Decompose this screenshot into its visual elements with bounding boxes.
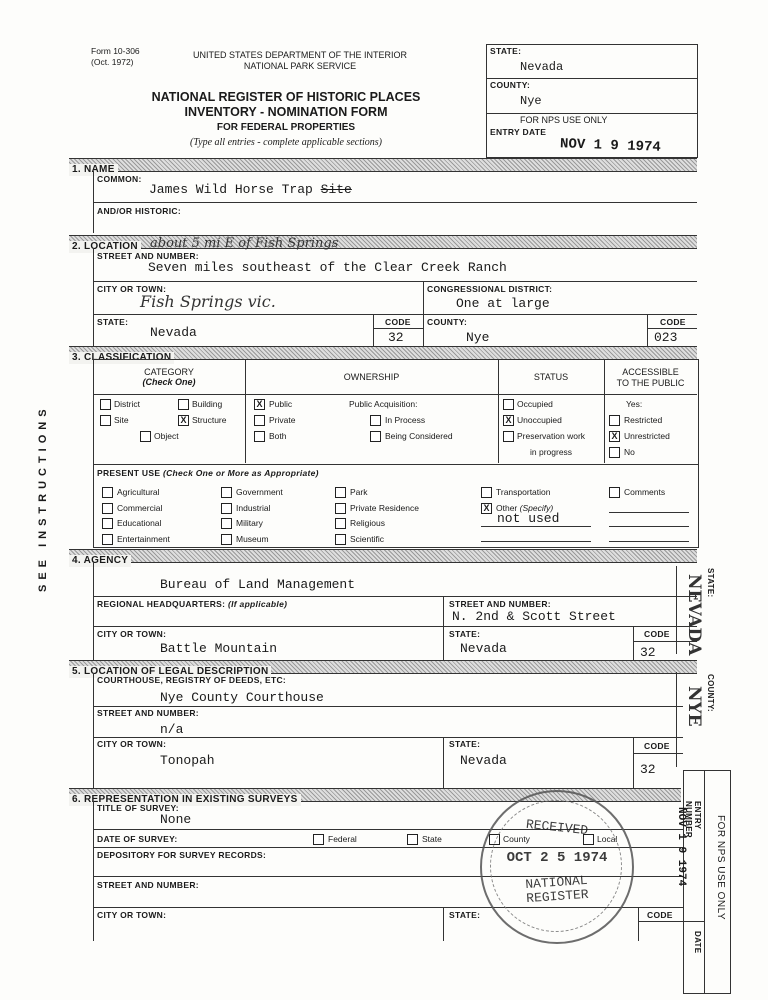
- survey-code-label: CODE: [647, 910, 673, 920]
- county-code-label: CODE: [660, 317, 686, 327]
- checkbox-comments[interactable]: [609, 487, 620, 498]
- label-district: District: [114, 399, 140, 409]
- stamp-register: NATIONAL REGISTER: [524, 872, 590, 907]
- checkbox-transportation[interactable]: [481, 487, 492, 498]
- form-number: Form 10-306 (Oct. 1972): [91, 46, 140, 67]
- section-surveys-header: 6. REPRESENTATION IN EXISTING SURVEYS: [69, 788, 681, 802]
- checkbox-commercial[interactable]: [102, 503, 113, 514]
- label-private: Private: [269, 415, 296, 425]
- courthouse-value: Nye County Courthouse: [160, 690, 324, 705]
- street-value: Seven miles southeast of the Clear Creek Ranch: [148, 260, 507, 275]
- checkbox-military[interactable]: [221, 518, 232, 529]
- location-handwritten: about 5 mi E of Fish Springs: [150, 236, 339, 251]
- stamp-date: OCT 2 5 1974: [506, 850, 608, 866]
- agency-city-label: CITY OR TOWN:: [97, 629, 167, 639]
- label-in-process: In Process: [385, 415, 426, 425]
- checkbox-building[interactable]: [178, 399, 189, 410]
- label-museum: Museum: [236, 534, 269, 544]
- right-state-value: NEVADA: [684, 574, 704, 656]
- agency-header: UNITED STATES DEPARTMENT OF THE INTERIOR NATIONAL PARK SERVICE: [192, 50, 408, 71]
- county-value: Nye: [466, 330, 490, 345]
- side-state-value: Nevada: [520, 60, 564, 74]
- congress-label: CONGRESSIONAL DISTRICT:: [427, 284, 553, 294]
- ownership-header: OWNERSHIP: [343, 372, 400, 382]
- label-private-residence: Private Residence: [350, 503, 419, 513]
- legal-code-label: CODE: [644, 741, 670, 751]
- checkbox-unoccupied[interactable]: X: [503, 415, 514, 426]
- label-structure: Structure: [192, 415, 227, 425]
- checkbox-site[interactable]: [100, 415, 111, 426]
- label-building: Building: [192, 399, 223, 409]
- checkbox-educational[interactable]: [102, 518, 113, 529]
- agency-street: N. 2nd & Scott Street: [452, 609, 616, 624]
- label-educational: Educational: [117, 518, 162, 528]
- side-county-label: COUNTY:: [490, 80, 531, 90]
- label-transportation: Transportation: [496, 487, 551, 497]
- checkbox-entertainment[interactable]: [102, 534, 113, 545]
- entry-date-stamp: NOV 1 9 1974: [559, 136, 662, 156]
- form-title: NATIONAL REGISTER OF HISTORIC PLACES INVENTORY - NOMINATION FORM FOR FEDERAL PROPERTIES (Type all entries - complete applicable sections): [151, 90, 421, 148]
- label-being-considered: Being Considered: [385, 431, 453, 441]
- right-entry-value: NOV 1 9 1974: [675, 807, 687, 887]
- label-site: Site: [114, 415, 129, 425]
- checkbox-private-residence[interactable]: [335, 503, 346, 514]
- legal-street-value: n/a: [160, 722, 184, 737]
- present-use-label: PRESENT USE (Check One or More as Appropriate): [97, 468, 319, 478]
- county-label: COUNTY:: [427, 317, 468, 327]
- label-agricultural: Agricultural: [117, 487, 160, 497]
- label-occupied: Occupied: [517, 399, 553, 409]
- received-stamp: [480, 790, 634, 944]
- checkbox-object[interactable]: [140, 431, 151, 442]
- access-header: ACCESSIBLE TO THE PUBLIC: [616, 367, 685, 388]
- city-label: CITY OR TOWN:: [97, 284, 167, 294]
- stamp-received: RECEIVED: [525, 816, 589, 839]
- label-restricted: Restricted: [624, 415, 663, 425]
- checkbox-scientific[interactable]: [335, 534, 346, 545]
- right-county-box: COUNTY: NYE: [676, 672, 717, 767]
- checkbox-private[interactable]: [254, 415, 265, 426]
- label-commercial: Commercial: [117, 503, 163, 513]
- state-label: STATE:: [97, 317, 129, 327]
- label-unrestricted: Unrestricted: [624, 431, 670, 441]
- label-object: Object: [154, 431, 179, 441]
- label-unoccupied: Unoccupied: [517, 415, 562, 425]
- label-entertainment: Entertainment: [117, 534, 170, 544]
- state-code-label: CODE: [385, 317, 411, 327]
- common-name: James Wild Horse Trap Site: [149, 182, 352, 197]
- legal-code-value: 32: [640, 762, 656, 777]
- legal-city-label: CITY OR TOWN:: [97, 739, 167, 749]
- checkbox-being-considered[interactable]: [370, 431, 381, 442]
- checkbox-religious[interactable]: [335, 518, 346, 529]
- checkbox-restricted[interactable]: [609, 415, 620, 426]
- state-code-value: 32: [388, 330, 404, 345]
- legal-state-label: STATE:: [449, 739, 481, 749]
- checkbox-public[interactable]: X: [254, 399, 265, 410]
- label-park: Park: [350, 487, 368, 497]
- nps-use-only: FOR NPS USE ONLY: [520, 115, 608, 125]
- depository-label: DEPOSITORY FOR SURVEY RECORDS:: [97, 850, 267, 860]
- agency-street-label: STREET AND NUMBER:: [449, 599, 551, 609]
- checkbox-unrestricted[interactable]: X: [609, 431, 620, 442]
- label-federal: Federal: [328, 834, 357, 844]
- section-location-header: 2. LOCATION: [69, 235, 697, 249]
- checkbox-structure[interactable]: X: [178, 415, 189, 426]
- section-classification-header: 3. CLASSIFICATION: [69, 346, 697, 360]
- city-handwritten: Fish Springs vic.: [140, 292, 276, 311]
- right-nps-box: ENTRY NUMBER NOV 1 9 1974 DATE FOR NPS USE ONLY: [683, 770, 731, 994]
- checkbox-agricultural[interactable]: [102, 487, 113, 498]
- acquisition-label: Public Acquisition:: [349, 399, 418, 409]
- section-name-header: 1. NAME: [69, 158, 697, 172]
- survey-date-label: DATE OF SURVEY:: [97, 834, 178, 844]
- label-preservation: Preservation work: [517, 431, 586, 441]
- common-label: COMMON:: [97, 174, 142, 184]
- checkbox-state[interactable]: [407, 834, 418, 845]
- other-value: not used: [497, 511, 560, 526]
- label-other: Other (Specify): [496, 503, 554, 513]
- checkbox-no[interactable]: [609, 447, 620, 458]
- rhq-label: REGIONAL HEADQUARTERS: (If applicable): [97, 599, 288, 609]
- right-county-value: NYE: [684, 686, 704, 727]
- status-header: STATUS: [533, 372, 569, 382]
- checkbox-preservation[interactable]: [503, 431, 514, 442]
- agency-code: 32: [640, 645, 656, 660]
- entry-date-label: ENTRY DATE: [490, 127, 547, 137]
- right-state-box: STATE: NEVADA: [676, 566, 717, 654]
- checkbox-industrial[interactable]: [221, 503, 232, 514]
- see-instructions: SEE INSTRUCTIONS: [37, 404, 49, 592]
- label-religious: Religious: [350, 518, 385, 528]
- agency-state: Nevada: [460, 641, 507, 656]
- label-both: Both: [269, 431, 287, 441]
- legal-state-value: Nevada: [460, 753, 507, 768]
- legal-street-label: STREET AND NUMBER:: [97, 708, 199, 718]
- label-yes: Yes:: [626, 399, 643, 409]
- category-header: CATEGORY (Check One): [142, 367, 196, 387]
- label-industrial: Industrial: [236, 503, 271, 513]
- label-county: County: [503, 834, 530, 844]
- checkbox-in-process[interactable]: [370, 415, 381, 426]
- label-no: No: [624, 447, 635, 457]
- survey-street-label: STREET AND NUMBER:: [97, 880, 199, 890]
- county-code-value: 023: [654, 330, 678, 345]
- survey-title-value: None: [160, 812, 192, 827]
- section-legal-description-header: 5. LOCATION OF LEGAL DESCRIPTION: [69, 660, 697, 674]
- street-label: STREET AND NUMBER:: [97, 251, 199, 261]
- agency-code-label: CODE: [644, 629, 670, 639]
- agency-name: Bureau of Land Management: [160, 577, 356, 592]
- side-county-value: Nye: [520, 94, 542, 108]
- section-agency-header: 4. AGENCY: [69, 549, 697, 563]
- checkbox-museum[interactable]: [221, 534, 232, 545]
- checkbox-federal[interactable]: [313, 834, 324, 845]
- courthouse-label: COURTHOUSE, REGISTRY OF DEEDS, ETC:: [97, 675, 287, 685]
- congress-value: One at large: [456, 296, 550, 311]
- checkbox-park[interactable]: [335, 487, 346, 498]
- checkbox-both[interactable]: [254, 431, 265, 442]
- label-scientific: Scientific: [350, 534, 385, 544]
- checkbox-occupied[interactable]: [503, 399, 514, 410]
- survey-state-label: STATE:: [449, 910, 481, 920]
- side-state-label: STATE:: [490, 46, 522, 56]
- label-government: Government: [236, 487, 283, 497]
- right-nps-only: FOR NPS USE ONLY: [715, 815, 726, 921]
- checkbox-district[interactable]: [100, 399, 111, 410]
- state-value: Nevada: [150, 325, 197, 340]
- label-in-progress: in progress: [530, 447, 573, 457]
- label-state: State: [422, 834, 442, 844]
- legal-city-value: Tonopah: [160, 753, 215, 768]
- checkbox-government[interactable]: [221, 487, 232, 498]
- survey-city-label: CITY OR TOWN:: [97, 910, 167, 920]
- historic-label: AND/OR HISTORIC:: [97, 206, 181, 216]
- agency-state-label: STATE:: [449, 629, 481, 639]
- survey-title-label: TITLE OF SURVEY:: [97, 803, 179, 813]
- struck-site: Site: [320, 182, 352, 197]
- agency-city: Battle Mountain: [160, 641, 278, 656]
- label-comments: Comments: [624, 487, 666, 497]
- checkbox-other[interactable]: X: [481, 503, 492, 514]
- label-military: Military: [236, 518, 263, 528]
- label-local: Local: [597, 834, 618, 844]
- label-public: Public: [269, 399, 293, 409]
